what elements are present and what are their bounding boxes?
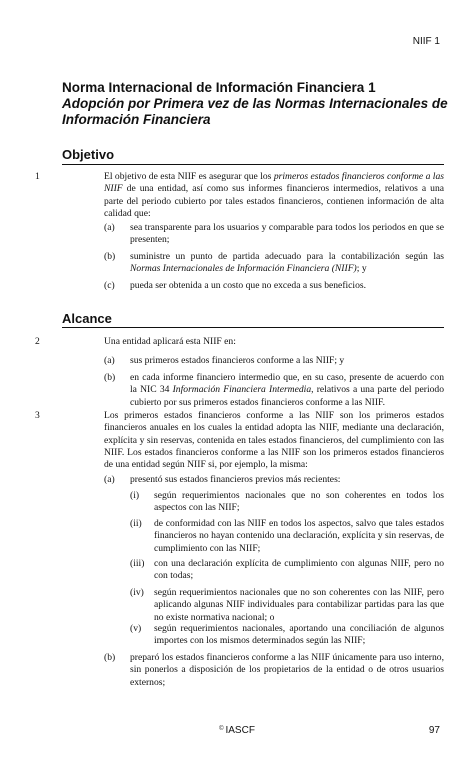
paragraph-number: 1 (35, 171, 40, 182)
paragraph-number: 2 (35, 336, 40, 347)
list-item: sea transparente para los usuarios y comparable para todos los periodos en que se presenten; (130, 222, 444, 246)
document-subtitle: Adopción por Primera vez de las Normas Internacionales de Información Financiera (62, 96, 448, 127)
list-item: preparó los estados financieros conforme a las NIIF únicamente para uso interno, sin ponerlos a disposición de los propietarios de la entidad o de otros usuarios externos; (130, 652, 444, 688)
paragraph-3: Los primeros estados financieros conforme a las NIIF son los primeros estados financieros anuales en los cuales la entidad adopta las NIIF, mediante una declaración, explícita y sin reservas, contenida en tales estados financieros, del cumplimiento con las NIIF. Los estados financieros conforme a las NIIF son los primeros estados financieros de una entidad según NIIF si, por ejemplo, la misma: (104, 410, 444, 471)
page-number: 97 (428, 725, 440, 736)
copyright-symbol: © (219, 726, 224, 732)
item-label: (c) (104, 280, 115, 291)
sub-list-item: según requerimientos nacionales que no son coherentes en todos los aspectos con las NIIF; (154, 490, 444, 514)
paragraph-1: El objetivo de esta NIIF es asegurar que los primeros estados financieros conforme a las NIIF de una entidad, así como sus informes financieros intermedios, relativos a una parte del periodo cubierto por tales estados financieros, contienen información de alta calidad que: (104, 171, 444, 219)
list-item: sus primeros estados financieros conforme a las NIIF; y (130, 355, 345, 366)
document-title: Norma Internacional de Información Financiera 1 (62, 80, 376, 95)
list-item: pueda ser obtenida a un costo que no exceda a sus beneficios. (130, 280, 367, 291)
section-rule (62, 164, 444, 165)
paragraph-2: Una entidad aplicará esta NIIF en: (104, 336, 236, 347)
item-label: (b) (104, 251, 116, 262)
sub-list-item: con una declaración explícita de cumplimiento con algunas NIIF, pero no con todas; (154, 558, 444, 582)
paragraph-number: 3 (35, 410, 40, 421)
title-block (62, 80, 452, 128)
section-rule (62, 327, 444, 328)
sub-list-item: de conformidad con las NIIF en todos los aspectos, salvo que tales estados financieros no hayan contenido una declaración, explícita y sin reservas, de cumplimiento con las NIIF; (154, 518, 444, 554)
sub-item-label: (iv) (130, 587, 144, 598)
sub-item-label: (i) (130, 490, 140, 501)
running-header: NIIF 1 (412, 36, 440, 47)
footer-org: IASCF (225, 725, 255, 736)
sub-item-label: (iii) (130, 558, 145, 569)
list-item: presentó sus estados financieros previos más recientes: (130, 474, 341, 485)
sub-list-item: según requerimientos nacionales que no son coherentes con las NIIF, pero aplicando algunas NIIF individuales para contabilizar partidas para las que no existe normativa nacional; o (154, 587, 444, 623)
item-label: (a) (104, 355, 115, 366)
sub-item-label: (ii) (130, 518, 142, 529)
sub-list-item: según requerimientos nacionales, aportando una conciliación de algunos importes con los mismos determinados según las NIIF; (154, 623, 444, 647)
list-item: suministre un punto de partida adecuado para la contabilización según las Normas Internacionales de Información Financiera (NIIF); y (130, 251, 444, 275)
footer-copyright (0, 725, 474, 736)
item-label: (b) (104, 652, 116, 663)
sub-item-label: (v) (130, 623, 142, 634)
item-label: (a) (104, 222, 115, 233)
list-item: en cada informe financiero intermedio que, en su caso, presente de acuerdo con la NIC 34 Información Financiera Intermedia, relativos a una parte del periodo cubierto por sus primeros estados financieros conforme a las NIIF. (130, 372, 444, 408)
section-heading-alcance: Alcance (62, 311, 112, 326)
item-label: (b) (104, 372, 116, 383)
section-heading-objetivo: Objetivo (62, 147, 115, 162)
item-label: (a) (104, 474, 115, 485)
